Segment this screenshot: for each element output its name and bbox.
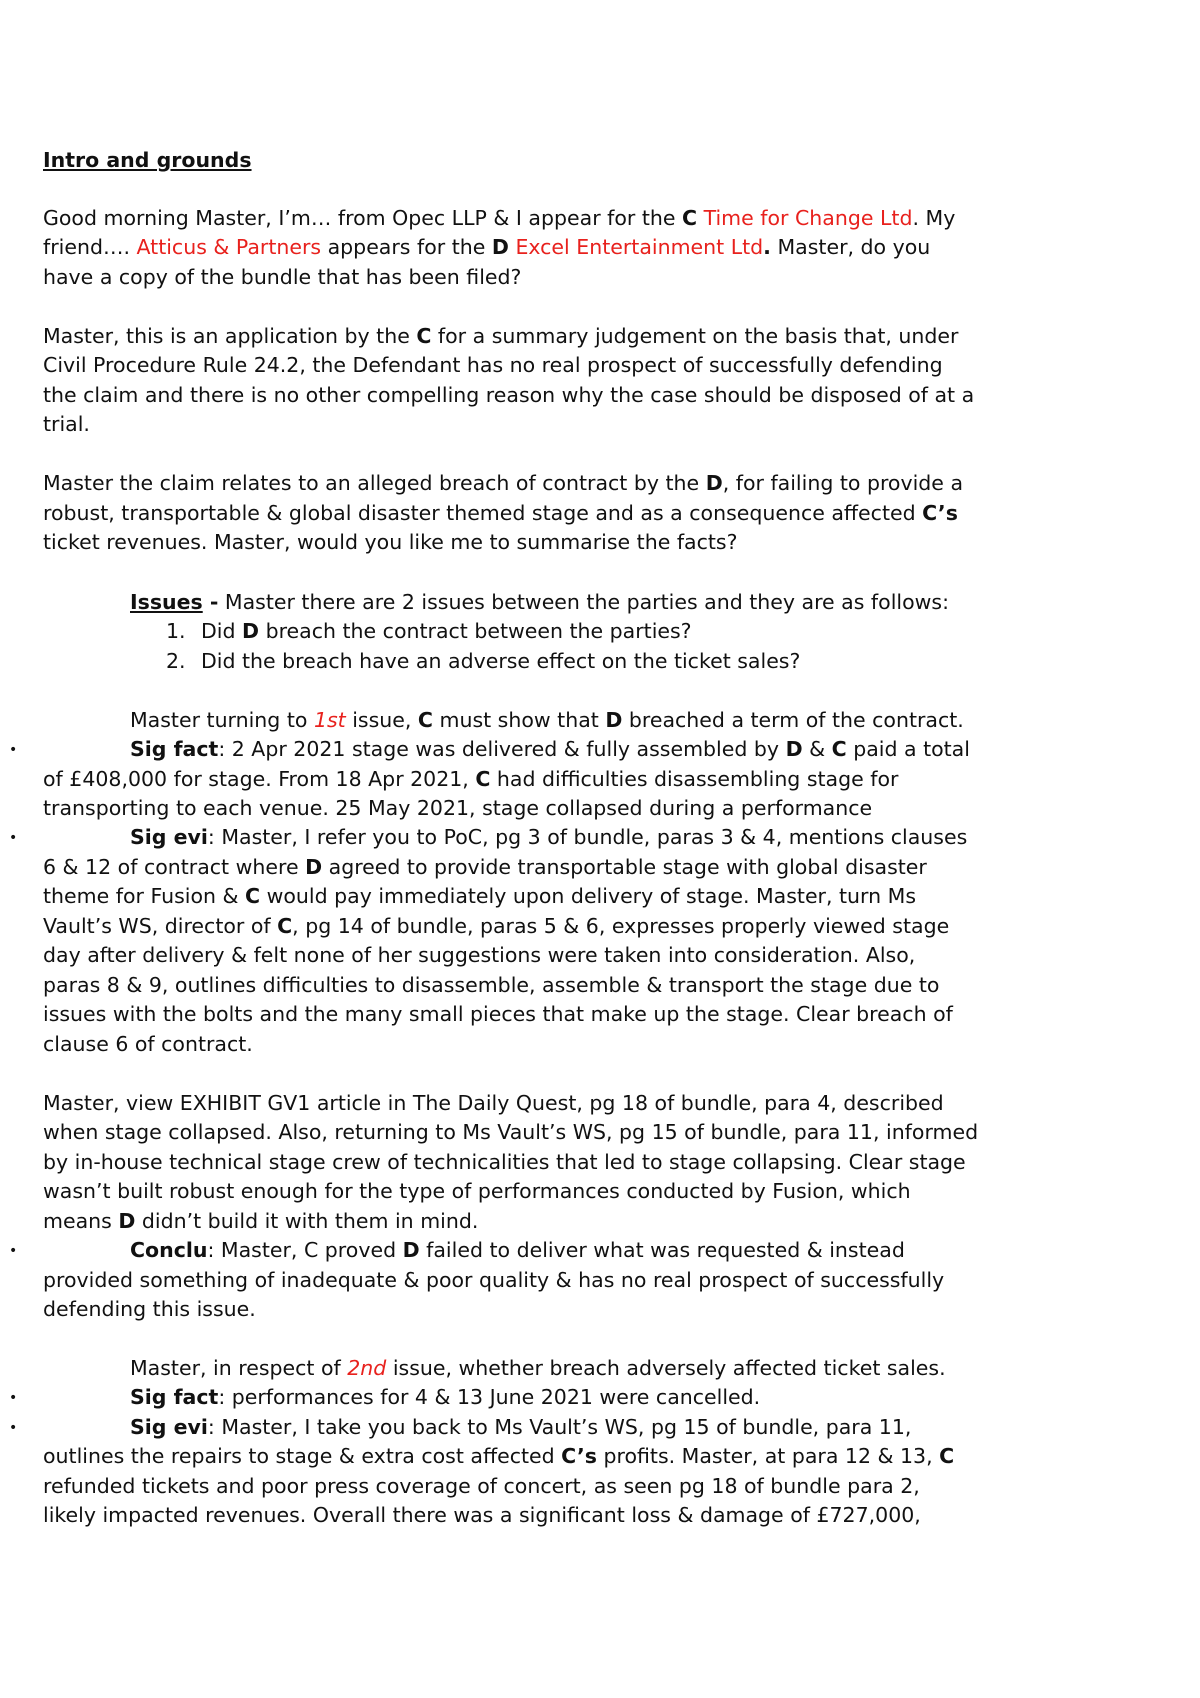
intro-line-2: friend…. Atticus & Partners appears for the D Excel Entertainment Ltd. Master, do you: [43, 235, 931, 259]
bullet-icon: •: [9, 742, 18, 758]
issue2-intro: Master, in respect of 2nd issue, whether breach adversely affected ticket sales.: [130, 1356, 946, 1380]
issue1-sigevi-line-2: 6 & 12 of contract where D agreed to provide transportable stage with global disaster: [43, 855, 927, 879]
issue1-exhibit-line-4: wasn’t built robust enough for the type of performances conducted by Fusion, which: [43, 1179, 911, 1203]
issue1-exhibit-line-2: when stage collapsed. Also, returning to Ms Vault’s WS, pg 15 of bundle, para 11, informed: [43, 1120, 979, 1144]
issue1-intro: Master turning to 1st issue, C must show that D breached a term of the contract.: [130, 708, 964, 732]
issue1-conclu-line-3: defending this issue.: [43, 1297, 256, 1321]
issues-list-item: Did the breach have an adverse effect on the ticket sales?: [201, 649, 801, 673]
issue1-sigevi-line-4: Vault’s WS, director of C, pg 14 of bundle, paras 5 & 6, expresses properly viewed stage: [43, 914, 950, 938]
issue1-sigevi-line-5: day after delivery & felt none of her suggestions were taken into consideration. Also,: [43, 943, 916, 967]
issue1-sigfact-line-1: Sig fact: 2 Apr 2021 stage was delivered & fully assembled by D & C paid a total: [130, 737, 970, 761]
section-heading: Intro and grounds: [43, 148, 252, 172]
issues-list-item: Did D breach the contract between the parties?: [201, 619, 692, 643]
issue1-conclu-line-2: provided something of inadequate & poor quality & has no real prospect of successfully: [43, 1268, 945, 1292]
issues-list-number: 1.: [166, 619, 186, 643]
issue1-exhibit-line-1: Master, view EXHIBIT GV1 article in The Daily Quest, pg 18 of bundle, para 4, described: [43, 1091, 944, 1115]
defendant-counsel: Atticus & Partners: [136, 235, 322, 259]
application-line-2: Civil Procedure Rule 24.2, the Defendant has no real prospect of successfully defending: [43, 353, 943, 377]
issue1-sigevi-line-8: clause 6 of contract.: [43, 1032, 253, 1056]
issue1-exhibit-line-5: means D didn’t build it with them in mind.: [43, 1209, 479, 1233]
issue1-sigfact-line-3: transporting to each venue. 25 May 2021, stage collapsed during a performance: [43, 796, 873, 820]
issue1-sigevi-line-6: paras 8 & 9, outlines difficulties to disassemble, assemble & transport the stage due to: [43, 973, 940, 997]
issues-label: Issues: [130, 590, 203, 614]
issue2-sigevi-line-3: refunded tickets and poor press coverage of concert, as seen pg 18 of bundle para 2,: [43, 1474, 920, 1498]
issue1-sigevi-line-1: Sig evi: Master, I refer you to PoC, pg 3 of bundle, paras 3 & 4, mentions clauses: [130, 825, 968, 849]
issue2-sigevi-line-1: Sig evi: Master, I take you back to Ms Vault’s WS, pg 15 of bundle, para 11,: [130, 1415, 912, 1439]
intro-line-3: have a copy of the bundle that has been filed?: [43, 265, 522, 289]
issue1-exhibit-line-3: by in-house technical stage crew of technicalities that led to stage collapsing. Clear stage: [43, 1150, 966, 1174]
bullet-icon: •: [9, 1420, 18, 1436]
application-line-4: trial.: [43, 412, 90, 436]
claim-line-1: Master the claim relates to an alleged breach of contract by the D, for failing to provide a: [43, 471, 964, 495]
application-line-3: the claim and there is no other compelling reason why the case should be disposed of at a: [43, 383, 975, 407]
claim-line-2: robust, transportable & global disaster themed stage and as a consequence affected C’s: [43, 501, 958, 525]
claim-line-3: ticket revenues. Master, would you like me to summarise the facts?: [43, 530, 738, 554]
claimant-name: Time for Change Ltd: [703, 206, 913, 230]
intro-line-1: Good morning Master, I’m… from Opec LLP & I appear for the C Time for Change Ltd. My: [43, 206, 956, 230]
issue1-sigevi-line-7: issues with the bolts and the many small pieces that make up the stage. Clear breach of: [43, 1002, 953, 1026]
bullet-icon: •: [9, 1243, 18, 1259]
issues-intro: Issues - Master there are 2 issues between the parties and they are as follows:: [130, 590, 949, 614]
issue1-sigfact-line-2: of £408,000 for stage. From 18 Apr 2021, C had difficulties disassembling stage for: [43, 767, 899, 791]
issue2-sigevi-line-2: outlines the repairs to stage & extra cost affected C’s profits. Master, at para 12 & 13, C: [43, 1444, 955, 1468]
defendant-name: Excel Entertainment Ltd: [515, 235, 764, 259]
application-line-1: Master, this is an application by the C for a summary judgement on the basis that, under: [43, 324, 959, 348]
issue1-sigevi-line-3: theme for Fusion & C would pay immediately upon delivery of stage. Master, turn Ms: [43, 884, 916, 908]
bullet-icon: •: [9, 830, 18, 846]
issue2-sigfact: Sig fact: performances for 4 & 13 June 2021 were cancelled.: [130, 1385, 761, 1409]
bullet-icon: •: [9, 1390, 18, 1406]
issue1-conclu-line-1: Conclu: Master, C proved D failed to deliver what was requested & instead: [130, 1238, 905, 1262]
issue2-sigevi-line-4: likely impacted revenues. Overall there was a significant loss & damage of £727,000,: [43, 1503, 921, 1527]
issues-list-number: 2.: [166, 649, 186, 673]
